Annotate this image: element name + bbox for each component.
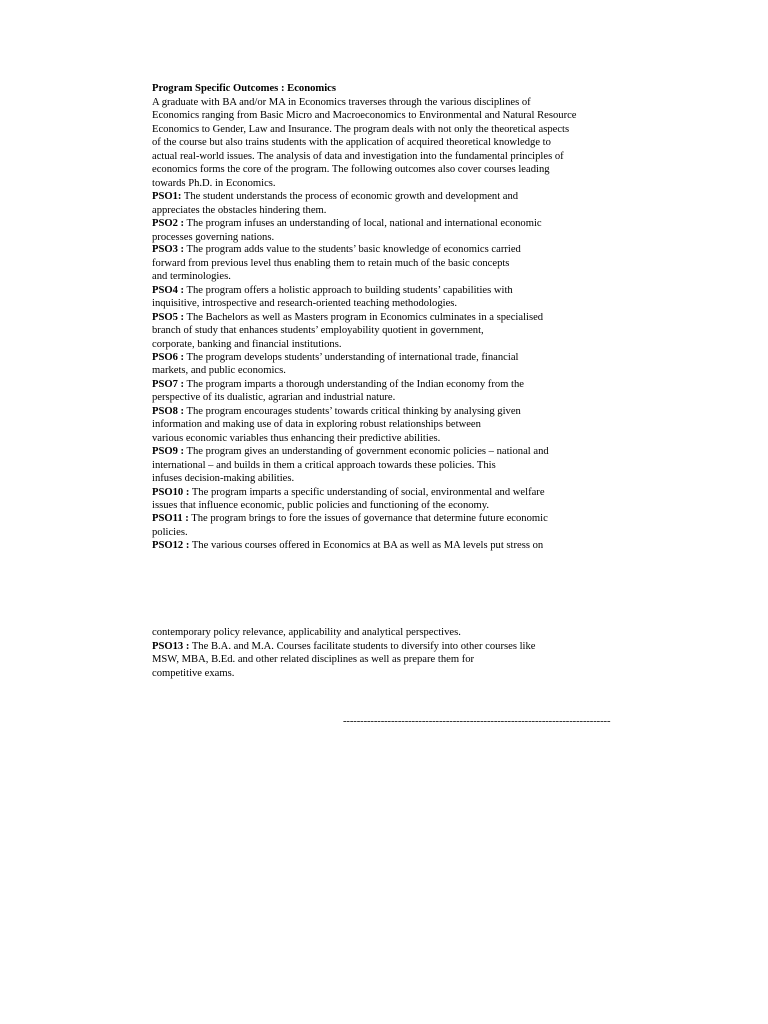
outcome-label: PSO6 :	[152, 351, 185, 363]
outcome-pso5	[152, 311, 543, 324]
outcome-pso6	[152, 351, 518, 364]
outcome-text: The program adds value to the students’ basic knowledge of economics carried	[184, 244, 521, 255]
outcome-text: competitive exams.	[152, 667, 235, 679]
outcome-label: PSO12 :	[152, 540, 190, 551]
outcome-text: perspective of its dualistic, agrarian and industrial nature.	[152, 392, 396, 403]
outcome-text: infuses decision-making abilities.	[152, 473, 295, 484]
intro-line: economics forms the core of the program. The following outcomes also cover courses leading	[152, 164, 550, 175]
outcome-text: international – and builds in them a critical approach towards these policies. This	[152, 459, 496, 471]
outcome-label: PSO1:	[152, 191, 182, 202]
outcome-text: and terminologies.	[152, 271, 231, 282]
outcome-label: PSO9 :	[152, 446, 185, 457]
outcome-text: The program imparts a specific understanding of social, environmental and welfare	[189, 486, 545, 498]
outcome-label: PSO13 :	[152, 640, 190, 652]
outcome-text: markets, and public economics.	[152, 365, 286, 376]
outcome-pso2	[152, 217, 542, 230]
outcome-label: PSO3 :	[152, 244, 185, 255]
outcome-text: The program infuses an understanding of local, national and international economic	[184, 218, 542, 229]
outcome-text: branch of study that enhances students’ employability quotient in government,	[152, 325, 484, 336]
intro-line: Economics ranging from Basic Micro and Macroeconomics to Environmental and Natural Resource	[152, 110, 577, 121]
outcome-text: issues that influence economic, public policies and functioning of the economy.	[152, 500, 490, 511]
intro-line: actual real-world issues. The analysis of data and investigation into the fundamental principles of	[152, 150, 564, 162]
outcome-label: PSO2 :	[152, 218, 185, 229]
outcome-text: The program gives an understanding of government economic policies – national and	[184, 446, 549, 457]
outcome-text: The B.A. and M.A. Courses facilitate students to diversify into other courses like	[189, 640, 536, 652]
intro-line: towards Ph.D. in Economics.	[152, 177, 276, 189]
outcome-text: The program imparts a thorough understanding of the Indian economy from the	[184, 378, 524, 390]
outcome-label: PSO5 :	[152, 311, 185, 323]
outcome-pso11	[152, 512, 548, 525]
outcome-pso3	[152, 243, 521, 256]
outcome-label: PSO8 :	[152, 405, 185, 417]
outcome-text: The program brings to fore the issues of governance that determine future economic	[188, 513, 548, 524]
outcome-text: forward from previous level thus enabling them to retain much of the basic concepts	[152, 257, 510, 269]
outcome-text: policies.	[152, 526, 188, 538]
outcome-label: PSO4 :	[152, 284, 185, 296]
outcome-text: The program offers a holistic approach to building students’ capabilities with	[184, 284, 513, 296]
outcome-text: information and making use of data in exploring robust relationships between	[152, 419, 481, 430]
outcome-pso4	[152, 284, 513, 297]
outcome-text: processes governing nations.	[152, 231, 275, 243]
intro-line: Economics to Gender, Law and Insurance. The program deals with not only the theoretical aspects	[152, 123, 570, 135]
outcome-pso1	[152, 190, 518, 203]
outcome-text: The program develops students’ understanding of international trade, financial	[184, 351, 519, 363]
outcome-pso8	[152, 405, 521, 418]
intro-line: of the course but also trains students with the application of acquired theoretical knowledge to	[152, 137, 551, 148]
outcome-text: corporate, banking and financial institutions.	[152, 338, 342, 350]
outcome-pso10	[152, 486, 545, 499]
outcome-text: The Bachelors as well as Masters program in Economics culminates in a specialised	[184, 311, 544, 323]
outcome-label: PSO11 :	[152, 513, 189, 524]
outcome-text: The student understands the process of economic growth and development and	[181, 191, 519, 202]
outcome-text: MSW, MBA, B.Ed. and other related disciplines as well as prepare them for	[152, 654, 475, 665]
end-dashed-rule: ------------------------------------------------------------------------------	[343, 716, 611, 727]
outcome-label: PSO7 :	[152, 378, 185, 390]
outcome-text: appreciates the obstacles hindering them.	[152, 204, 327, 216]
outcome-pso9	[152, 445, 549, 458]
outcome-text: The program encourages students’ towards critical thinking by analysing given	[184, 405, 521, 417]
document-title: Program Specific Outcomes : Economics	[152, 83, 336, 94]
outcome-pso12	[152, 539, 543, 552]
outcome-label: PSO10 :	[152, 486, 190, 498]
outcome-text: inquisitive, introspective and research-oriented teaching methodologies.	[152, 298, 458, 309]
outcome-continuation: contemporary policy relevance, applicability and analytical perspectives.	[152, 627, 461, 638]
outcome-text: various economic variables thus enhancing their predictive abilities.	[152, 432, 441, 444]
intro-line: A graduate with BA and/or MA in Economics traverses through the various disciplines of	[152, 96, 531, 108]
outcome-pso13	[152, 640, 535, 653]
outcome-text: The various courses offered in Economics at BA as well as MA levels put stress on	[189, 540, 544, 551]
outcome-pso7	[152, 378, 524, 391]
